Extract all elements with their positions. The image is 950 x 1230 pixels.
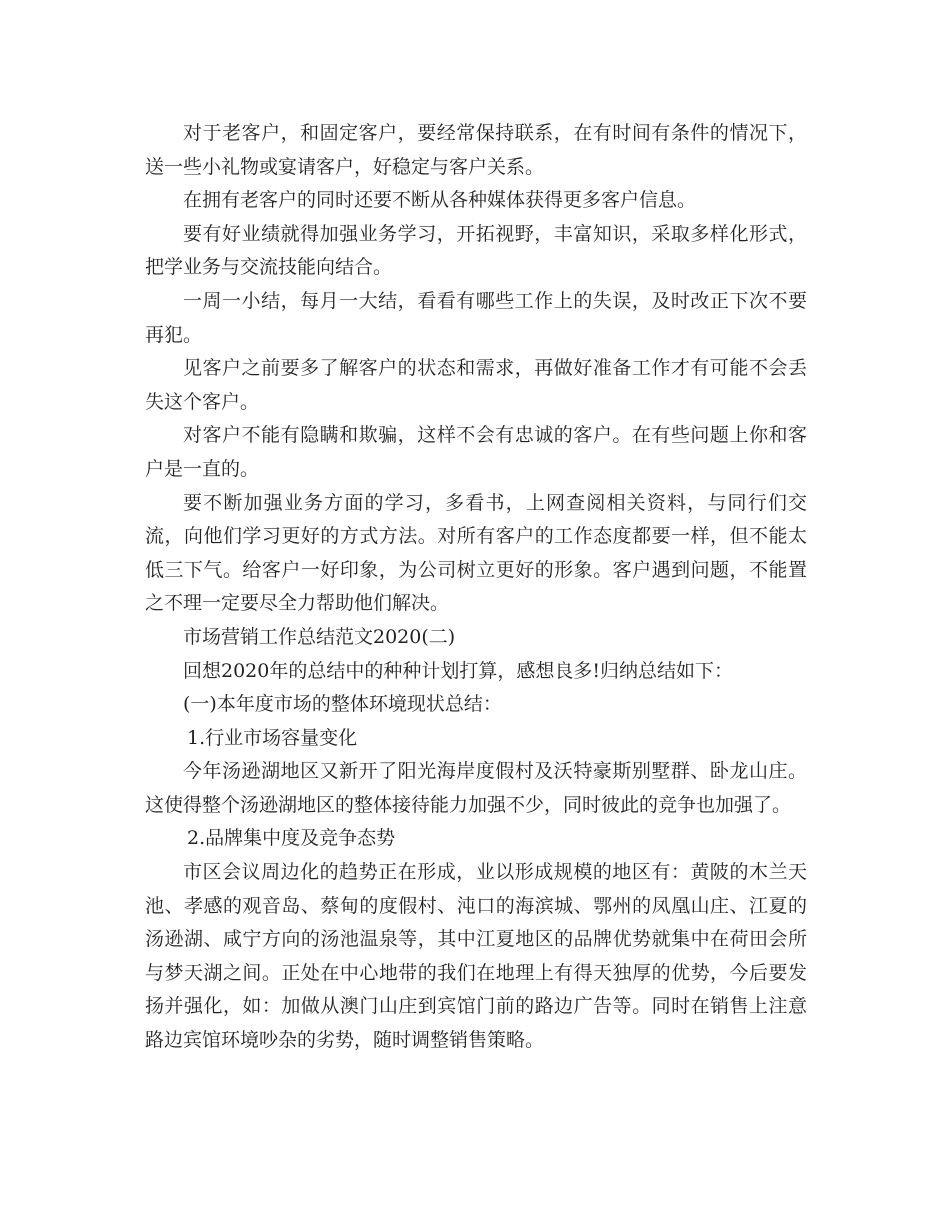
subheading-brand-concentration: 2.品牌集中度及竞争态势 — [187, 827, 396, 850]
subheading-market-environment: (一)本年度市场的整体环境现状总结： — [183, 693, 502, 716]
paragraph-review-intro: 回想2020年的总结中的种种计划打算，感想良多!归纳总结如下： — [183, 659, 733, 682]
subheading-market-capacity: 1.行业市场容量变化 — [187, 726, 358, 749]
document-body — [145, 117, 807, 1058]
paragraph-honesty: 对客户不能有隐瞒和欺骗，这样不会有忠诚的客户。在有些问题上你和客户是一直的。 — [145, 424, 807, 480]
paragraph-regional-competition: 市区会议周边化的趋势正在形成，业以形成规模的地区有：黄陂的木兰天池、孝感的观音岛、蔡甸的度假村、沌口的海滨城、鄂州的凤凰山庄、江夏的汤逊湖、咸宁方向的汤池温泉等，其中江夏地区的品牌优势就集中在荷田会所与梦天湖之间。正处在中心地带的我们在地理上有得天独厚的优势，今后要发扬并强化，如：加做从澳门山庄到宾馆门前的路边广告等。同时在销售上注意路边宾馆环境吵杂的劣势，随时调整销售策略。 — [145, 861, 807, 1052]
paragraph-new-customer-info: 在拥有老客户的同时还要不断从各种媒体获得更多客户信息。 — [183, 189, 697, 212]
section-heading-summary-two: 市场营销工作总结范文2020(二) — [183, 625, 456, 648]
paragraph-tangxun-lake: 今年汤逊湖地区又新开了阳光海岸度假村及沃特豪斯别墅群、卧龙山庄。这使得整个汤逊湖地区的整体接待能力加强不少，同时彼此的竞争也加强了。 — [145, 760, 807, 816]
paragraph-old-customers: 对于老客户，和固定客户，要经常保持联系，在有时间有条件的情况下，送一些小礼物或宴请客户，好稳定与客户关系。 — [145, 122, 807, 178]
paragraph-business-study: 要有好业绩就得加强业务学习，开拓视野，丰富知识，采取多样化形式，把学业务与交流技能向结合。 — [145, 222, 807, 279]
paragraph-weekly-summary: 一周一小结，每月一大结，看看有哪些工作上的失误，及时改正下次不要再犯。 — [145, 289, 807, 346]
paragraph-customer-needs: 见客户之前要多了解客户的状态和需求，再做好准备工作才有可能不会丢失这个客户。 — [145, 357, 807, 413]
paragraph-continuous-learning: 要不断加强业务方面的学习，多看书，上网查阅相关资料，与同行们交流，向他们学习更好的方式方法。对所有客户的工作态度都要一样，但不能太低三下气。给客户一好印象，为公司树立更好的形象。客户遇到问题，不能置之不理一定要尽全力帮助他们解决。 — [145, 491, 807, 615]
